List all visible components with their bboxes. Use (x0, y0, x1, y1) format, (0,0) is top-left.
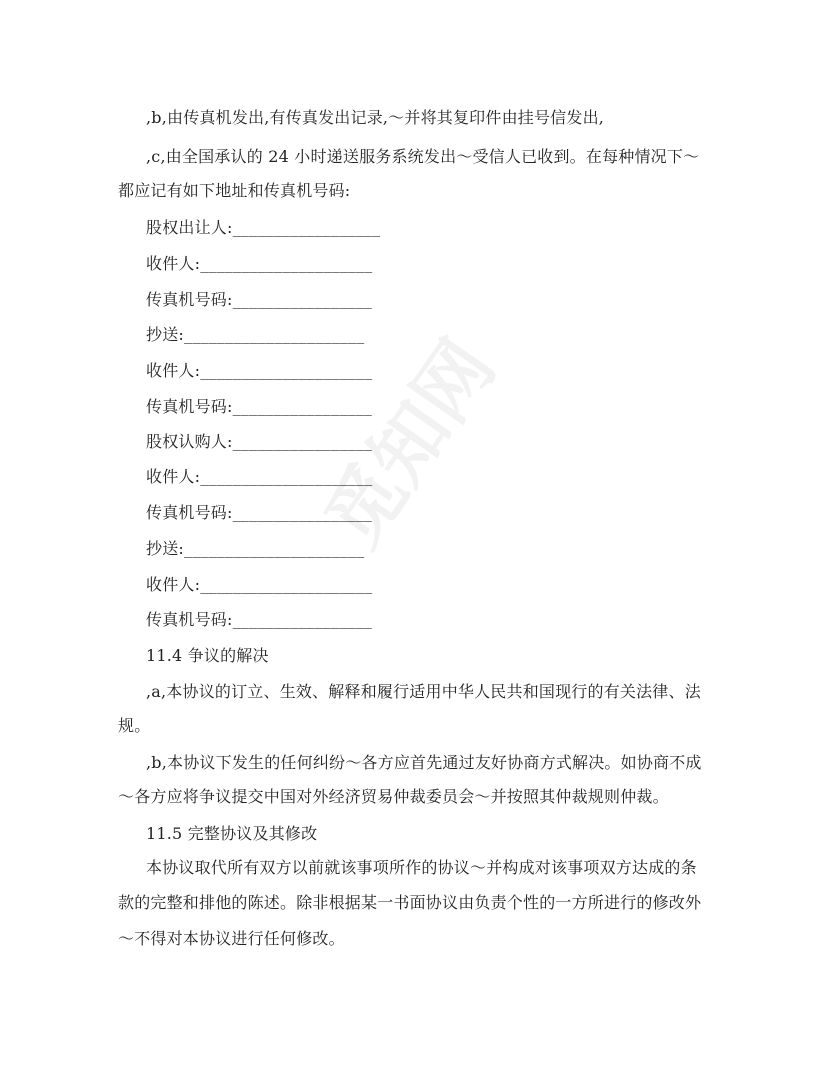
contact-line: 抄送:______________________ (146, 325, 365, 344)
contact-line: 抄送:______________________ (146, 539, 365, 558)
clause-b-dispute-line2: ～各方应将争议提交中国对外经济贸易仲裁委员会～并按照其仲裁规则仲裁。 (118, 787, 669, 806)
entire-agreement-line1: 本协议取代所有双方以前就该事项所作的协议～并构成对该事项双方达成的条 (146, 858, 697, 877)
clause-b-fax: ,b,由传真机发出,有传真发出记录,～并将其复印件由挂号信发出, (146, 108, 605, 127)
contact-line: 传真机号码:_________________ (146, 610, 372, 629)
contact-line: 传真机号码:_________________ (146, 397, 372, 416)
clause-c-line1: ,c,由全国承认的 24 小时递送服务系统发出～受信人已收到。在每种情况下～ (146, 147, 700, 166)
contact-line: 收件人:_____________________ (146, 467, 373, 486)
clause-b-dispute-line1: ,b,本协议下发生的任何纠纷～各方应首先通过友好协商方式解决。如协商不成 (146, 753, 702, 772)
contact-line: 传真机号码:_________________ (146, 503, 372, 522)
clause-a-law-line2: 规。 (118, 716, 151, 735)
clause-a-law-line1: ,a,本协议的订立、生效、解释和履行适用中华人民共和国现行的有关法律、法 (146, 682, 701, 701)
contact-line: 收件人:_____________________ (146, 575, 373, 594)
contact-line: 传真机号码:_________________ (146, 290, 372, 309)
section-11-4-title: 11.4 争议的解决 (146, 646, 269, 665)
entire-agreement-line3: ～不得对本协议进行任何修改。 (118, 929, 345, 948)
entire-agreement-line2: 款的完整和排他的陈述。除非根据某一书面协议由负责个性的一方所进行的修改外 (118, 893, 702, 912)
clause-c-line2: 都应记有如下地址和传真机号码: (118, 181, 351, 200)
contact-line: 股权认购人:_________________ (146, 432, 372, 451)
contact-line: 股权出让人:__________________ (146, 218, 381, 237)
watermark: 觅知网 (308, 324, 512, 562)
contact-line: 收件人:_____________________ (146, 254, 373, 273)
contact-line: 收件人:_____________________ (146, 361, 373, 380)
section-11-5-title: 11.5 完整协议及其修改 (146, 824, 318, 843)
